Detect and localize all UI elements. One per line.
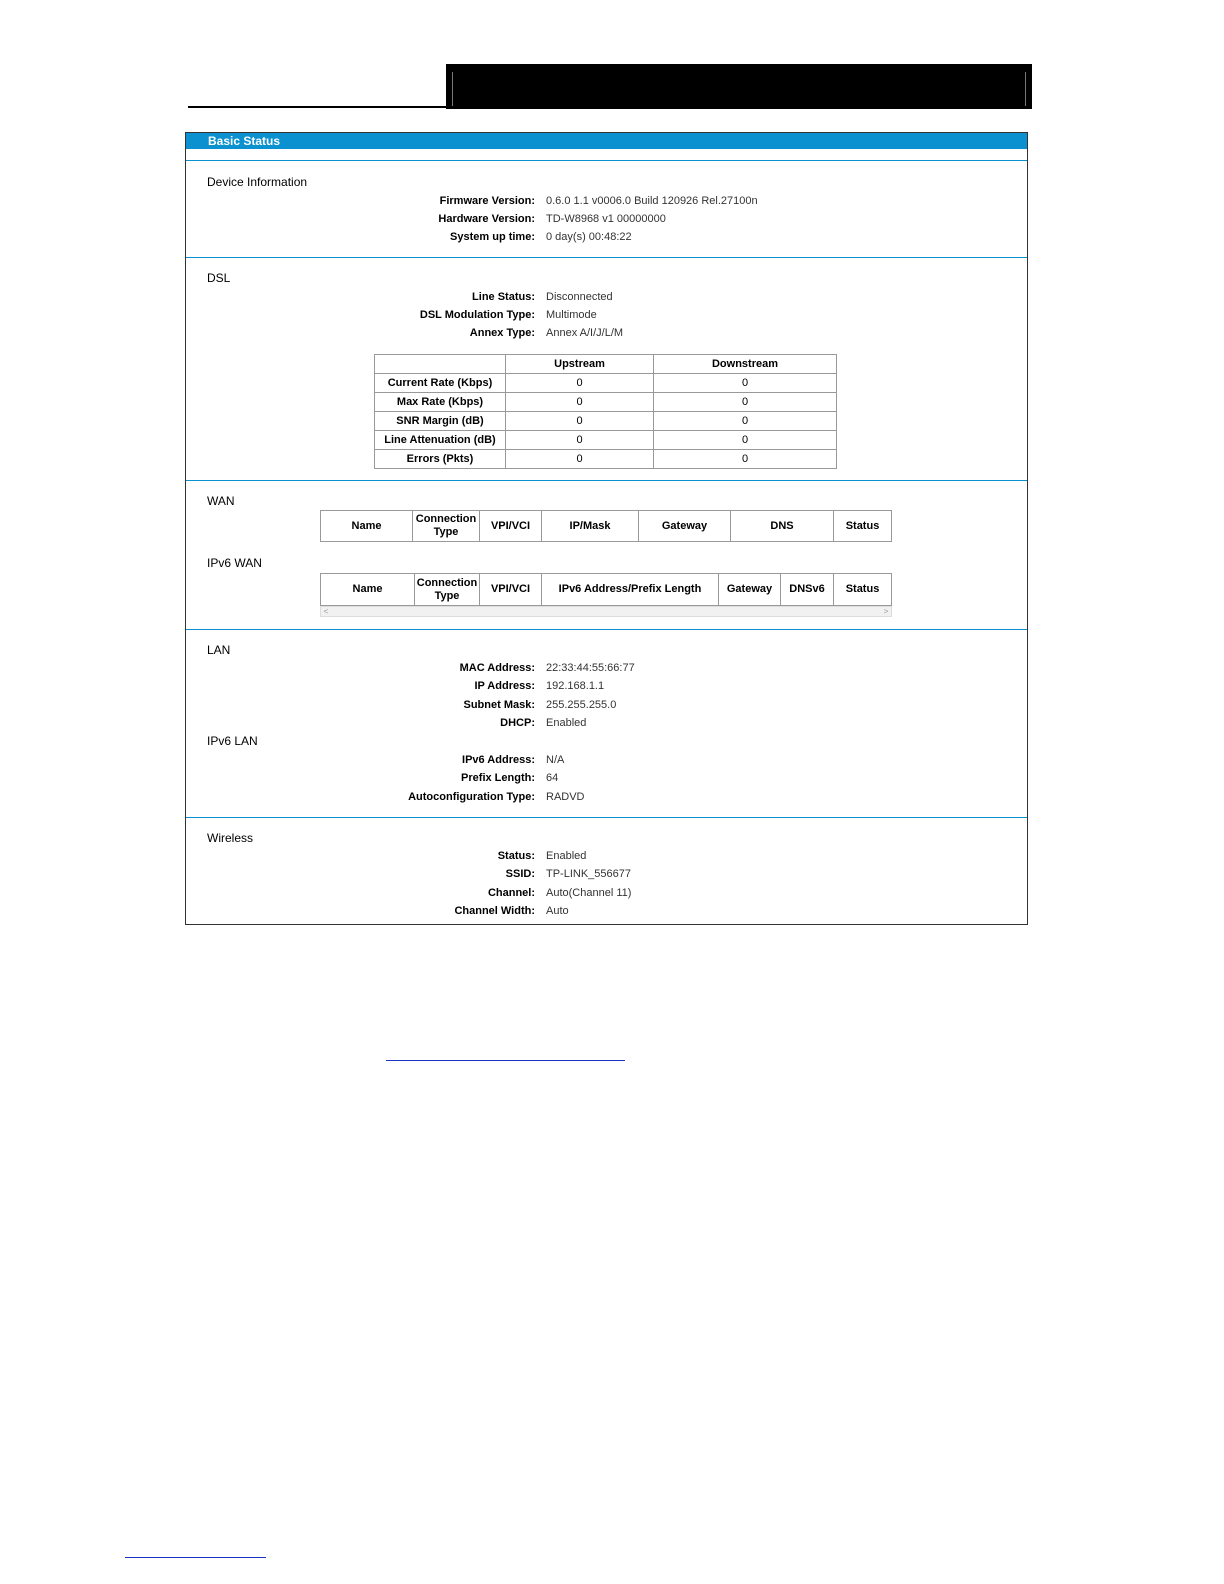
section-label-lan: LAN [207,643,231,657]
table-row [375,431,837,450]
column-header: Downstream [654,355,837,374]
downstream-cell: 0 [654,431,837,450]
section-label-wan: WAN [207,494,235,508]
header-bar-edge-right [1023,72,1026,106]
column-header: VPI/VCI [480,511,542,542]
info-value: 0.6.0 1.1 v0006.0 Build 120926 Rel.27100n [546,195,758,207]
scroll-right-arrow-icon[interactable]: > [883,607,889,616]
header-bar-edge-left [452,72,455,106]
info-key: SSID: [505,868,535,880]
info-value: 192.168.1.1 [546,680,605,692]
basic-status-panel [185,132,1028,925]
info-key: IPv6 Address: [462,754,535,766]
info-row-ip-address [186,680,1027,698]
info-value: Auto [546,905,569,917]
panel-title: Basic Status [208,134,281,148]
column-header: Status [834,511,892,542]
column-header: Upstream [506,355,654,374]
info-key: Annex Type: [469,327,535,339]
info-value: N/A [546,754,565,766]
info-row-channel [186,887,1027,905]
info-key: MAC Address: [459,662,535,674]
row-label: Current Rate (Kbps) [375,374,506,393]
info-row-annex-type [186,327,1027,345]
section-divider [186,480,1027,481]
info-row-dsl-modulation-type [186,309,1027,327]
column-header: Gateway [719,574,781,606]
column-header: IP/Mask [542,511,639,542]
info-value: Enabled [546,850,587,862]
row-label: SNR Margin (dB) [375,412,506,431]
column-header: Connection Type [413,511,480,542]
dsl-stats-table [374,354,837,469]
info-key: System up time: [450,231,535,243]
column-header: Name [321,574,415,606]
downstream-cell: 0 [654,412,837,431]
info-row-channel-width [186,905,1027,923]
section-divider [186,629,1027,630]
info-value: Annex A/I/J/L/M [546,327,624,339]
info-row-hardware-version [186,213,1027,231]
info-row-wireless-status [186,850,1027,868]
info-value: Disconnected [546,291,613,303]
section-label-wireless: Wireless [207,831,254,845]
info-key: Subnet Mask: [463,699,535,711]
section-divider [186,160,1027,161]
panel-title-bar [186,133,1027,149]
table-row [375,374,837,393]
footer-link-underline[interactable] [125,1557,266,1558]
info-value: TD-W8968 v1 00000000 [546,213,666,225]
info-key: Prefix Length: [461,772,535,784]
info-value: RADVD [546,791,585,803]
upstream-cell: 0 [506,412,654,431]
info-key: Line Status: [472,291,535,303]
table-row [375,393,837,412]
info-row-line-status [186,291,1027,309]
column-header [375,355,506,374]
column-header: DNSv6 [781,574,834,606]
section-label-dsl: DSL [207,271,231,285]
column-header: Name [321,511,413,542]
info-key: Hardware Version: [438,213,535,225]
info-value: Auto(Channel 11) [546,887,632,899]
info-value: Enabled [546,717,587,729]
info-value: TP-LINK_556677 [546,868,631,880]
info-row-autoconfiguration-type [186,791,1027,809]
info-key: DHCP: [500,717,535,729]
horizontal-scrollbar[interactable] [320,606,892,617]
info-row-dhcp [186,717,1027,735]
info-key: IP Address: [474,680,535,692]
info-key: DSL Modulation Type: [419,309,535,321]
upstream-cell: 0 [506,393,654,412]
page-header-rule [188,106,450,108]
column-header: Connection Type [415,574,480,606]
info-value: 64 [546,772,559,784]
info-row-ipv6-address [186,754,1027,772]
info-row-ssid [186,868,1027,886]
info-row-prefix-length [186,772,1027,790]
table-header-row [321,511,892,542]
table-row [375,412,837,431]
table-header-row [321,574,892,606]
info-value: 22:33:44:55:66:77 [546,662,635,674]
downstream-cell: 0 [654,393,837,412]
section-label-ipv6-lan: IPv6 LAN [207,734,258,748]
wan-table [320,510,892,542]
info-key: Status: [497,850,535,862]
downstream-cell: 0 [654,374,837,393]
column-header: VPI/VCI [480,574,542,606]
page-header-bar [446,64,1032,109]
row-label: Errors (Pkts) [375,450,506,469]
column-header: IPv6 Address/Prefix Length [542,574,719,606]
table-header-row [375,355,837,374]
column-header: DNS [731,511,834,542]
info-value: Multimode [546,309,597,321]
scroll-left-arrow-icon[interactable]: < [323,607,329,616]
info-row-firmware-version [186,195,1027,213]
info-row-system-up-time [186,231,1027,249]
upstream-cell: 0 [506,450,654,469]
info-key: Autoconfiguration Type: [408,791,535,803]
info-key: Channel: [487,887,535,899]
info-key: Channel Width: [454,905,535,917]
info-key: Firmware Version: [439,195,535,207]
section-divider [186,257,1027,258]
row-label: Max Rate (Kbps) [375,393,506,412]
row-label: Line Attenuation (dB) [375,431,506,450]
upstream-cell: 0 [506,374,654,393]
info-value: 0 day(s) 00:48:22 [546,231,632,243]
column-header: Status [834,574,892,606]
document-link-underline[interactable] [386,1060,625,1061]
downstream-cell: 0 [654,450,837,469]
column-header: Gateway [639,511,731,542]
info-row-subnet-mask [186,699,1027,717]
info-value: 255.255.255.0 [546,699,617,711]
section-label-ipv6-wan: IPv6 WAN [207,556,262,570]
info-row-mac-address [186,662,1027,680]
table-row [375,450,837,469]
section-divider [186,817,1027,818]
ipv6-wan-table [320,573,892,606]
section-label-device-information: Device Information [207,175,308,189]
upstream-cell: 0 [506,431,654,450]
